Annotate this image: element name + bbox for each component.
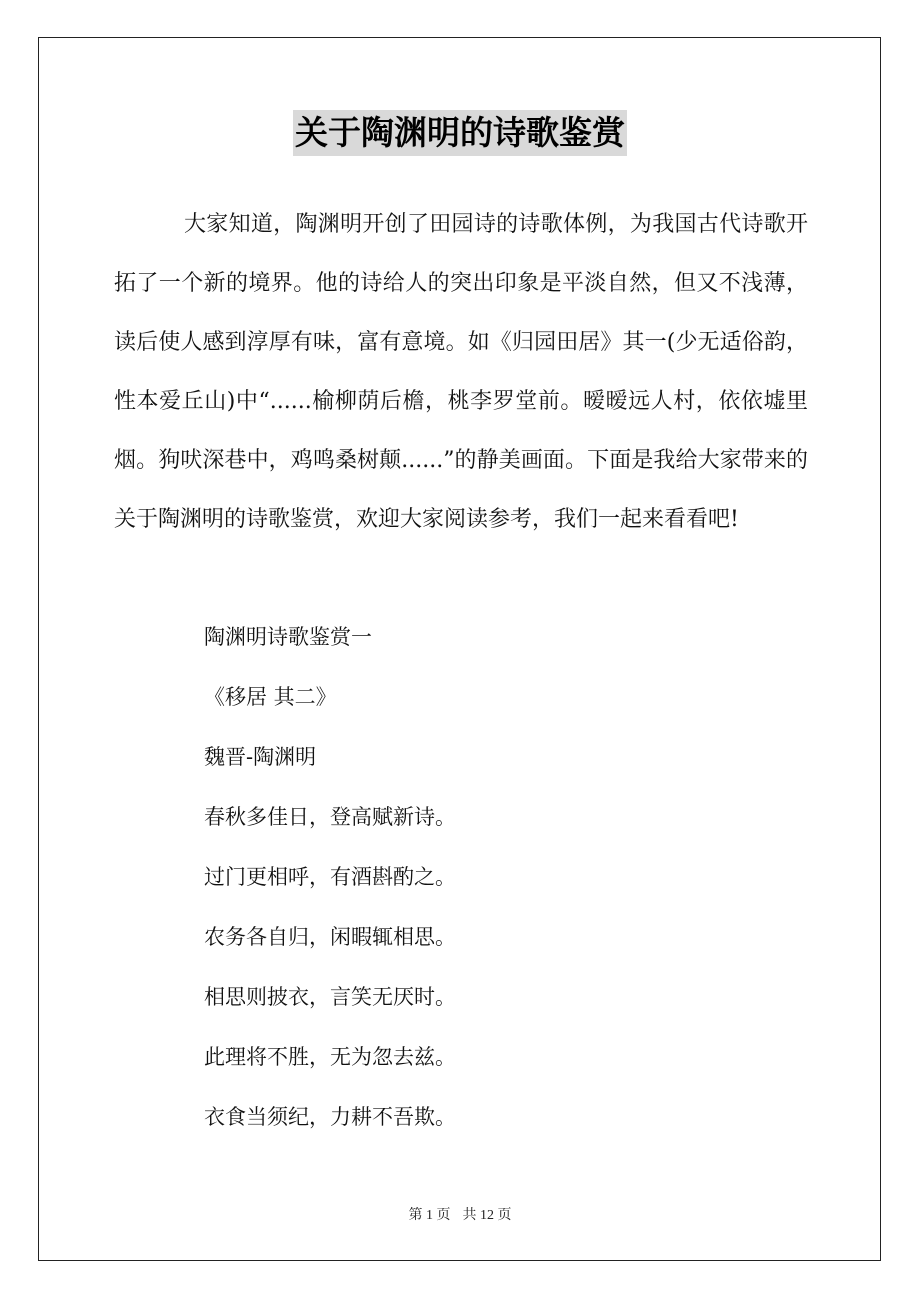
poem-line: 相思则披衣，言笑无厌时。 [204,985,456,1009]
poem-author: 魏晋-陶渊明 [204,745,317,769]
poem-line: 春秋多佳日，登高赋新诗。 [204,805,456,829]
poem-section [204,607,804,1147]
page-number-current: 第 1 页 [408,1208,451,1223]
poem-line: 此理将不胜，无为忽去兹。 [204,1045,456,1069]
title-container [0,110,920,156]
document-title: 关于陶渊明的诗歌鉴赏 [293,110,627,156]
poem-title: 《移居 其二》 [204,685,337,709]
poem-line: 农务各自归，闲暇辄相思。 [204,925,456,949]
poem-line: 过门更相呼，有酒斟酌之。 [204,865,456,889]
page-number-total: 共 12 页 [462,1208,512,1223]
intro-paragraph: 大家知道，陶渊明开创了田园诗的诗歌体例，为我国古代诗歌开拓了一个新的境界。他的诗给人的突出印象是平淡自然，但又不浅薄，读后使人感到淳厚有味，富有意境。如《归园田居》其一(少无适俗韵，性本爱丘山)中“......榆柳荫后檐，桃李罗堂前。暧暧远人村，依依墟里烟。狗吠深巷中，鸡鸣桑树颠......”的静美画面。下面是我给大家带来的关于陶渊明的诗歌鉴赏，欢迎大家阅读参考，我们一起来看看吧! [114,212,808,532]
page-footer [0,1204,920,1224]
poem-line: 衣食当须纪，力耕不吾欺。 [204,1105,456,1129]
section-heading: 陶渊明诗歌鉴赏一 [204,625,372,649]
